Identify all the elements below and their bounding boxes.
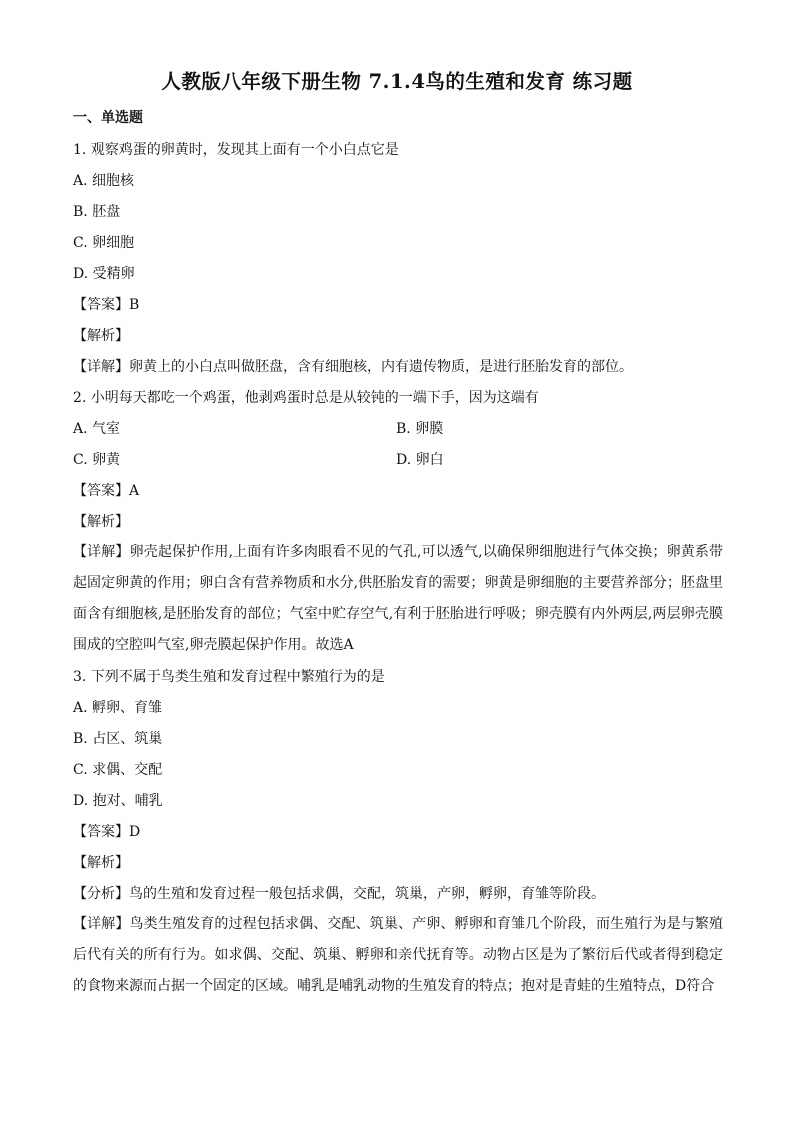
q2-detail <box>73 537 723 661</box>
q3-fenxi <box>73 884 605 904</box>
q2-analysis-tag: 【解析】 <box>73 514 129 530</box>
detail-text: 卵黄上的小白点叫做胚盘，含有细胞核，内有遗传物质，是进行胚胎发育的部位。 <box>129 359 633 375</box>
document-title: 人教版八年级下册生物 7.1.4鸟的生殖和发育 练习题 <box>161 70 633 93</box>
q3-stem: 3. 下列不属于鸟类生殖和发育过程中繁殖行为的是 <box>73 669 385 685</box>
q1-option-c: C. 卵细胞 <box>73 235 135 251</box>
detail-text: 卵壳起保护作用,上面有许多肉眼看不见的气孔,可以透气,以确保卵细胞进行气体交换；卵黄系带起固定卵黄的作用；卵白含有营养物质和水分,供胚胎发育的需要；卵黄是卵细胞的主要营养部分；胚盘里面含有细胞核,是胚胎发育的部位；气室中贮存空气,有利于胚胎进行呼吸；卵壳膜有内外两层,两层卵壳膜围成的空腔叫气室,卵壳膜起保护作用。故选A <box>73 544 724 653</box>
q2-stem: 2. 小明每天都吃一个鸡蛋，他剥鸡蛋时总是从较钝的一端下手，因为这端有 <box>73 390 539 406</box>
q3-detail <box>73 909 723 1002</box>
q1-option-b: B. 胚盘 <box>73 204 121 220</box>
q3-answer <box>73 822 140 842</box>
detail-tag: 【详解】 <box>73 916 130 932</box>
q1-stem: 1. 观察鸡蛋的卵黄时，发现其上面有一个小白点它是 <box>73 142 399 158</box>
q2-option-b: B. 卵膜 <box>396 421 444 437</box>
answer-value: D <box>129 824 141 840</box>
q3-option-d: D. 抱对、哺乳 <box>73 793 163 809</box>
answer-value: B <box>129 297 140 313</box>
q1-answer <box>73 295 139 315</box>
q2-option-a: A. 气室 <box>73 421 121 437</box>
detail-text: 鸟类生殖发育的过程包括求偶、交配、筑巢、产卵、孵卵和育雏几个阶段，而生殖行为是与繁殖后代有关的所有行为。如求偶、交配、筑巢、孵卵和亲代抚育等。动物占区是为了繁衍后代或者得到稳定的食物来源而占据一个固定的区域。哺乳是哺乳动物的生殖发育的特点；抱对是青蛙的生殖特点，D符合 <box>73 916 724 994</box>
detail-tag: 【详解】 <box>73 544 130 560</box>
q3-option-a: A. 孵卵、育雏 <box>73 700 163 716</box>
q2-answer <box>73 481 139 501</box>
q1-detail <box>73 357 633 377</box>
q3-option-b: B. 占区、筑巢 <box>73 731 163 747</box>
answer-tag: 【答案】 <box>73 824 129 840</box>
q1-analysis-tag: 【解析】 <box>73 328 129 344</box>
answer-tag: 【答案】 <box>73 297 129 313</box>
q3-option-c: C. 求偶、交配 <box>73 762 163 778</box>
answer-tag: 【答案】 <box>73 483 129 499</box>
q1-option-a: A. 细胞核 <box>73 173 135 189</box>
answer-value: A <box>129 483 140 499</box>
section-heading: 一、单选题 <box>73 110 143 126</box>
q2-option-d: D. 卵白 <box>396 452 444 468</box>
q3-analysis-tag: 【解析】 <box>73 855 129 871</box>
detail-tag: 【详解】 <box>73 359 129 375</box>
q1-option-d: D. 受精卵 <box>73 266 135 282</box>
fenxi-tag: 【分析】 <box>73 886 129 902</box>
q2-option-c: C. 卵黄 <box>73 452 121 468</box>
fenxi-text: 鸟的生殖和发育过程一般包括求偶，交配，筑巢，产卵，孵卵，育雏等阶段。 <box>129 886 605 902</box>
